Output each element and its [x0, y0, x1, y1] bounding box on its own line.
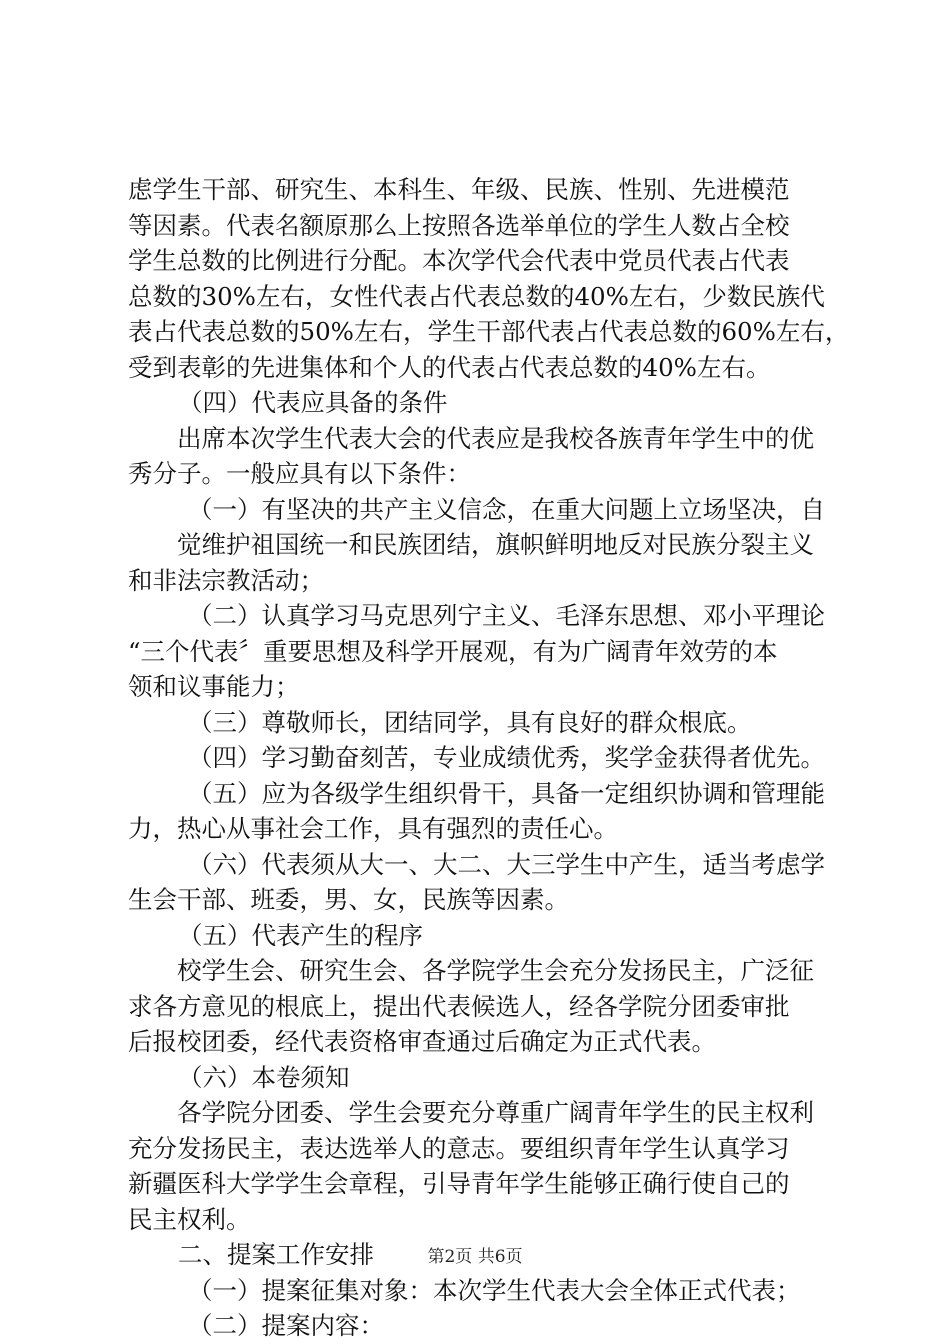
- document-body: [128, 172, 850, 1344]
- list-item: （一）有坚决的共产主义信念，在重大问题上立场坚决，自: [188, 494, 825, 524]
- section-heading: （六）本卷须知: [178, 1062, 350, 1092]
- section-heading: 二、提案工作安排: [178, 1240, 374, 1269]
- text-line: 后报校团委，经代表资格审查通过后确定为正式代表。: [128, 1027, 716, 1056]
- list-item: （二）认真学习马克思列宁主义、毛泽东思想、邓小平理论: [188, 601, 825, 630]
- text-line: 生会干部、班委，男、女，民族等因素。: [128, 885, 569, 914]
- text-line: 充分发扬民主，表达选举人的意志。要组织青年学生认真学习: [128, 1133, 790, 1163]
- text-line: 新疆医科大学学生会章程，引导青年学生能够正确行使自己的: [128, 1169, 790, 1198]
- section-heading: （五）代表产生的程序: [178, 920, 423, 950]
- text-line: 总数的30%左右，女性代表占代表总数的40%左右，少数民族代: [128, 281, 825, 311]
- text-line: 和非法宗教活动；: [128, 565, 324, 595]
- text-line: 秀分子。一般应具有以下条件：: [128, 459, 471, 488]
- text-line: 表占代表总数的50%左右，学生干部代表占代表总数的60%左右，: [128, 317, 850, 346]
- list-item: （四）学习勤奋刻苦，专业成绩优秀，奖学金获得者优先。: [188, 743, 825, 772]
- list-item: （一）提案征集对象：本次学生代表大会全体正式代表；: [188, 1275, 801, 1305]
- text-line: 觉维护祖国统一和民族团结，旗帜鲜明地反对民族分裂主义: [177, 530, 814, 559]
- text-line: 力，热心从事社会工作，具有强烈的责任心。: [128, 814, 618, 843]
- text-line: 求各方意见的根底上，提出代表候选人，经各学院分团委审批: [128, 991, 790, 1021]
- list-item: （六）代表须从大一、大二、大三学生中产生，适当考虑学: [188, 849, 825, 879]
- text-line: 受到表彰的先进集体和个人的代表占代表总数的40%左右。: [128, 352, 771, 382]
- text-line: 等因素。代表名额原那么上按照各选举单位的学生人数占全校: [128, 210, 790, 240]
- list-item: （二）提案内容：: [188, 1311, 384, 1340]
- text-line: “三个代表〞重要思想及科学开展观，有为广阔青年效劳的本: [128, 636, 778, 666]
- text-line: 各学院分团委、学生会要充分尊重广阔青年学生的民主权利: [177, 1098, 814, 1127]
- text-line: 领和议事能力；: [128, 672, 300, 701]
- section-heading: （四）代表应具备的条件: [178, 388, 448, 417]
- page-number-footer: 第2页 共6页: [427, 1247, 523, 1267]
- text-line: 民主权利。: [128, 1204, 251, 1234]
- list-item: （三）尊敬师长，团结同学，具有良好的群众根底。: [188, 707, 752, 737]
- list-item: （五）应为各级学生组织骨干，具备一定组织协调和管理能: [188, 778, 825, 808]
- text-line: 出席本次学生代表大会的代表应是我校各族青年学生中的优: [177, 423, 814, 453]
- text-line: 校学生会、研究生会、各学院学生会充分发扬民主，广泛征: [177, 956, 814, 985]
- text-line: 学生总数的比例进行分配。本次学代会代表中党员代表占代表: [128, 246, 790, 275]
- text-line: 虑学生干部、研究生、本科生、年级、民族、性别、先进模范: [128, 175, 790, 204]
